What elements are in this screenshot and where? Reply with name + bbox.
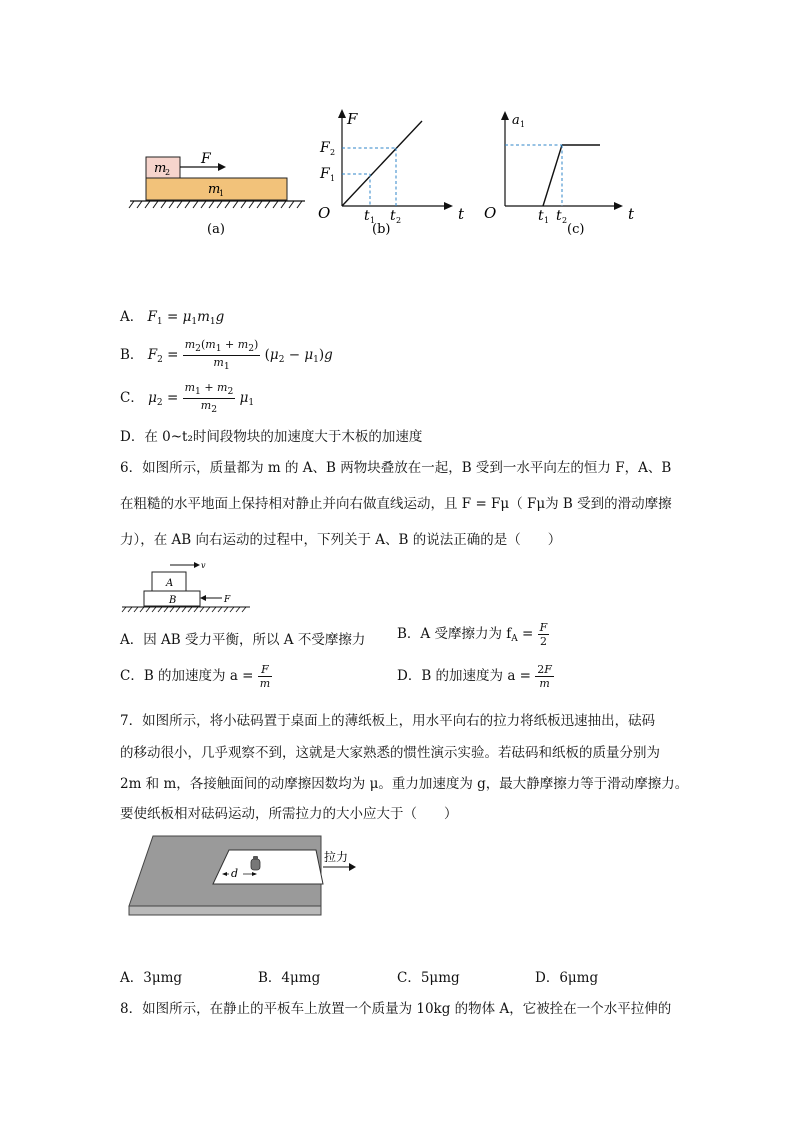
label-m2-sub: 2 xyxy=(165,168,171,177)
q7-text-line2: 的移动很小，几乎观察不到，这就是大家熟悉的惯性演示实验。若砝码和纸板的质量分别为 xyxy=(120,745,660,761)
q6-text-line2: 在粗糙的水平地面上保持相对静止并向右做直线运动，且 F = Fμ（ Fμ为 B 受到的滑动摩擦 xyxy=(120,496,672,512)
label-m2: m xyxy=(154,161,167,176)
tick-F1-sub: 1 xyxy=(330,174,336,183)
label-m1-sub: 1 xyxy=(219,189,225,198)
velocity-v: v xyxy=(201,561,206,570)
q6-option-b: B．A 受摩擦力为 $f_A$ = $\frac{F}{2}$ xyxy=(397,621,548,648)
q6-text-line1: 6．如图所示，质量都为 m 的 A、B 两物块叠放在一起，B 受到一水平向左的恒力 F，A、B xyxy=(120,460,672,476)
tick-t1: t xyxy=(364,208,370,224)
axis-F: F xyxy=(347,110,358,128)
q7-text-line4: 要使纸板相对砝码运动，所需拉力的大小应大于（ ） xyxy=(120,806,458,822)
q7-option-b: B．4μmg xyxy=(258,970,321,986)
axis-t: t xyxy=(458,205,465,223)
tick-t2-sub: 2 xyxy=(396,216,402,225)
q7-option-d: D．6μmg xyxy=(535,970,599,986)
tick-F2: F xyxy=(320,140,330,156)
origin-O-c: O xyxy=(484,204,497,222)
figure-b xyxy=(318,109,465,237)
q8-text-line1: 8．如图所示，在静止的平板车上放置一个质量为 10kg 的物体 A，它被拴在一个水平拉伸的 xyxy=(120,1001,672,1017)
tick-t2: t xyxy=(390,208,396,224)
tick-t2-c: t xyxy=(556,208,562,224)
tick-t2-c-sub: 2 xyxy=(562,216,568,225)
tick-t1-c-sub: 1 xyxy=(544,216,550,225)
q6-text-line3: 力），在 AB 向右运动的过程中，下列关于 A、B 的说法正确的是（ ） xyxy=(120,532,562,548)
tick-F2-sub: 2 xyxy=(330,148,336,157)
caption-b: (b) xyxy=(372,222,391,237)
q6-option-d: D．B 的加速度为 a = $\frac{2F}{m}$ xyxy=(397,663,552,690)
axis-t-c: t xyxy=(628,205,635,223)
q6-figure xyxy=(118,560,258,615)
q7-figure xyxy=(125,832,365,920)
tick-t1-sub: 1 xyxy=(370,216,376,225)
distance-d: d xyxy=(231,867,239,880)
tick-F1: F xyxy=(320,166,330,182)
q7-text-line3: 2m 和 m，各接触面间的动摩擦因数均为 μ。重力加速度为 g，最大静摩擦力等于滑动摩擦力。 xyxy=(120,776,689,792)
q5-option-a: A． $F_1 = \mu_1m_1g$ xyxy=(120,309,225,327)
q5-option-d: D．在 0~t₂时间段物块的加速度大于木板的加速度 xyxy=(120,429,423,445)
q5-option-c: C． $\mu_2$ = $\frac{m_1 + m_2}{m_2}$ $\mu_1$ xyxy=(120,381,255,416)
tick-t1-c: t xyxy=(538,208,544,224)
q5-option-b: B． $F_2$ = $\frac{m_2(m_1 + m_2)}{m_1}$ $(\mu_2 - \mu_1)g$ xyxy=(120,338,333,373)
figure-c xyxy=(484,111,635,237)
axis-a1-sub: 1 xyxy=(520,120,526,129)
caption-a: (a) xyxy=(207,222,225,237)
block-A-label: A xyxy=(166,578,174,589)
pull-label: 拉力 xyxy=(324,850,349,864)
figure-set xyxy=(0,0,794,250)
origin-O: O xyxy=(318,204,331,222)
force-F-q6: F xyxy=(224,595,231,605)
label-force-F: F xyxy=(201,151,211,167)
q6-option-a: A．因 AB 受力平衡，所以 A 不受摩擦力 xyxy=(120,632,366,648)
q7-text-line1: 7．如图所示，将小砝码置于桌面上的薄纸板上，用水平向右的拉力将纸板迅速抽出，砝码 xyxy=(120,713,656,729)
q6-option-c: C．B 的加速度为 a = $\frac{F}{m}$ xyxy=(120,663,271,690)
block-B-label: B xyxy=(169,595,177,606)
caption-c: (c) xyxy=(567,222,585,237)
label-m1: m xyxy=(208,182,221,197)
q7-option-a: A．3μmg xyxy=(120,970,183,986)
q7-option-c: C．5μmg xyxy=(397,970,460,986)
axis-a1: a xyxy=(512,113,520,128)
figure-a xyxy=(129,151,305,237)
